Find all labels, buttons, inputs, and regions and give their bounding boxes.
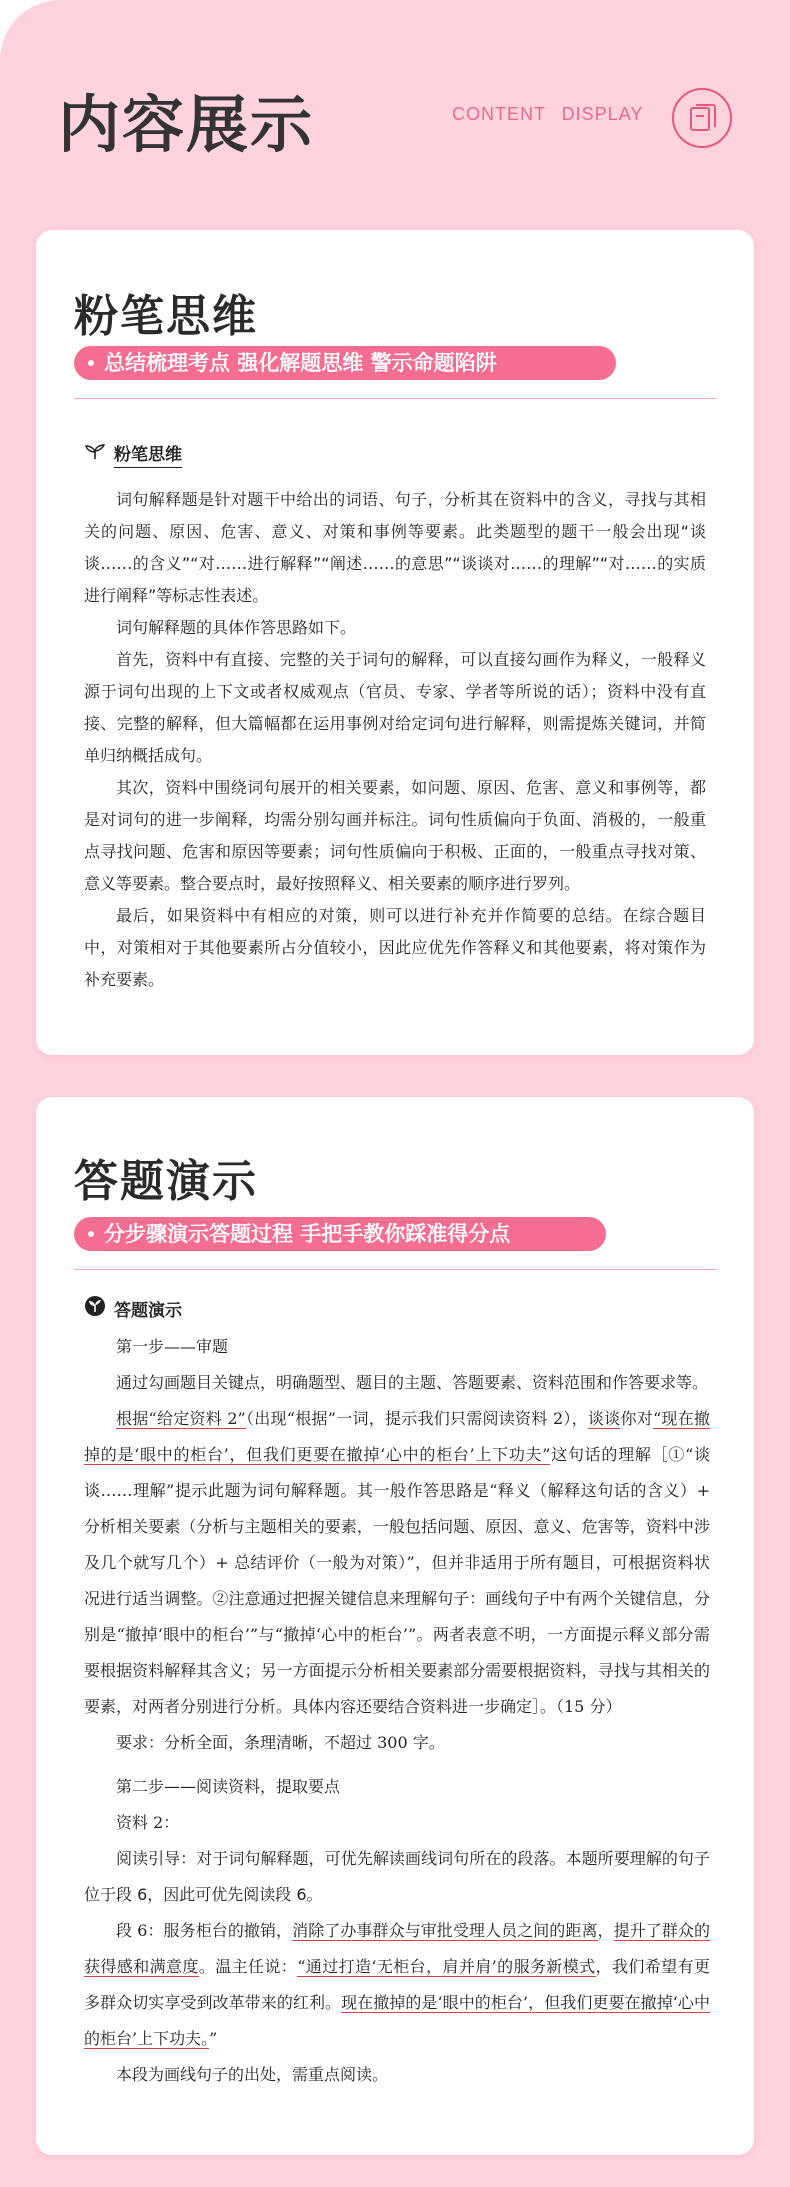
thinking-card [36,230,754,1055]
paragraph: 首先，资料中有直接、完整的关于词句的解释，可以直接勾画作为释义，一般释义源于词句出现的上下文或者权威观点（官员、专家、学者等所说的话）；资料中没有直接、完整的解释，但大篇幅都在运用事例对给定词句进行解释，则需提炼关键词，并简单归纳概括成句。 [84,650,706,765]
reading-guide: 阅读引导：对于词句解释题，可优先解读画线词句所在的段落。本题所要理解的句子位于段 6，因此可优先阅读段 6。 [84,1849,710,1904]
divider [74,1269,716,1270]
section-label: 粉笔思维 [114,440,182,468]
step2-title: 第二步——阅读资料，提取要点 [116,1777,341,1796]
section-heading [84,440,182,468]
material-label: 资料 2： [116,1813,180,1832]
paragraph: 通过勾画题目关键点，明确题型、题目的主题、答题要素、资料范围和作答要求等。 [116,1373,709,1392]
card-title: 答题演示 [74,1156,258,1207]
divider [74,398,716,399]
paragraph: 其次，资料中围绕词句展开的相关要素，如问题、原因、危害、意义和事例等，都是对词句的进一步阐释，均需分别勾画并标注。词句性质偏向于负面、消极的，一般重点寻找问题、危害和原因等要素；词句性质偏向于积极、正面的，一般重点寻找对策、意义等要素。整合要点时，最好按照释义、相关要素的顺序进行罗列。 [84,778,706,893]
requirement: 要求：分析全面，条理清晰，不超过 300 字。 [116,1733,445,1752]
sprout-icon [84,444,106,465]
section-heading [84,1295,182,1322]
question-text: 根据“给定资料 2”（出现“根据”一词，提示我们只需阅读资料 2），谈谈你对“现在撤掉的是‘眼中的柜台’，但我们更要在撤掉‘心中的柜台’上下功夫”这句话的理解［①“谈谈……理解”提示此题为词句解释题。其一般作答思路是“释义（解释这句话的含义）+ 分析相关要素（分析与主题相关的要素，一般包括问题、原因、意义、危害等，资料中涉及几个就写几个）+ 总结评价（一般为对策）”，但并非适用于所有题目，可根据资料状况进行适当调整。②注意通过把握关键信息来理解句子：画线句子中有两个关键信息，分别是“撤掉‘眼中的柜台’”与“撤掉‘心中的柜台’”。两者表意不明，一方面提示释义部分需要根据资料解释其含义；另一方面提示分析相关要素部分需要根据资料，寻找与其相关的要素，对两者分别进行分析。具体内容还要结合资料进一步确定］。（15 分） [84,1409,710,1716]
page-title: 内容展示 [58,88,315,161]
paragraph: 最后，如果资料中有相应的对策，则可以进行补充并作简要的总结。在综合题目中，对策相对于其他要素所占分值较小，因此应优先作答释义和其他要素，将对策作为补充要素。 [84,906,706,989]
page-header [0,0,790,230]
paragraph: 词句解释题是针对题干中给出的词语、句子，分析其在资料中的含义，寻找与其相关的问题、原因、危害、意义、对策和事例等要素。此类题型的题干一般会出现“谈谈……的含义”“对……进行解释”“阐述……的意思”“谈谈对……的理解”“对……的实质进行阐释”等标志性表述。 [84,490,706,605]
body-text [84,484,706,996]
card-title: 粉笔思维 [74,291,258,342]
paragraph-6: 段 6：服务柜台的撤销，消除了办事群众与审批受理人员之间的距离，提升了群众的获得感和满意度。温主任说：“通过打造‘无柜台，肩并肩’的服务新模式，我们希望有更多群众切实享受到改革带来的红利。现在撤掉的是‘眼中的柜台’，但我们更要在撤掉‘心中的柜台’上下功夫。” [84,1921,710,2048]
demo-card [36,1097,754,2155]
page-subtitle-en: CONTENT DISPLAY [452,104,644,124]
section-label: 答题演示 [114,1301,182,1321]
reading-note: 本段为画线句子的出处，需重点阅读。 [116,2065,389,2084]
paragraph: 词句解释题的具体作答思路如下。 [116,618,357,637]
demo-body [84,1329,710,2093]
leaf-circle-icon [84,1295,106,1322]
card-tagline: 总结梳理考点 强化解题思维 警示命题陷阱 [74,346,616,380]
book-circle-icon [672,88,732,148]
card-tagline: 分步骤演示答题过程 手把手教你踩准得分点 [74,1217,606,1251]
step1-title: 第一步——审题 [116,1337,229,1356]
